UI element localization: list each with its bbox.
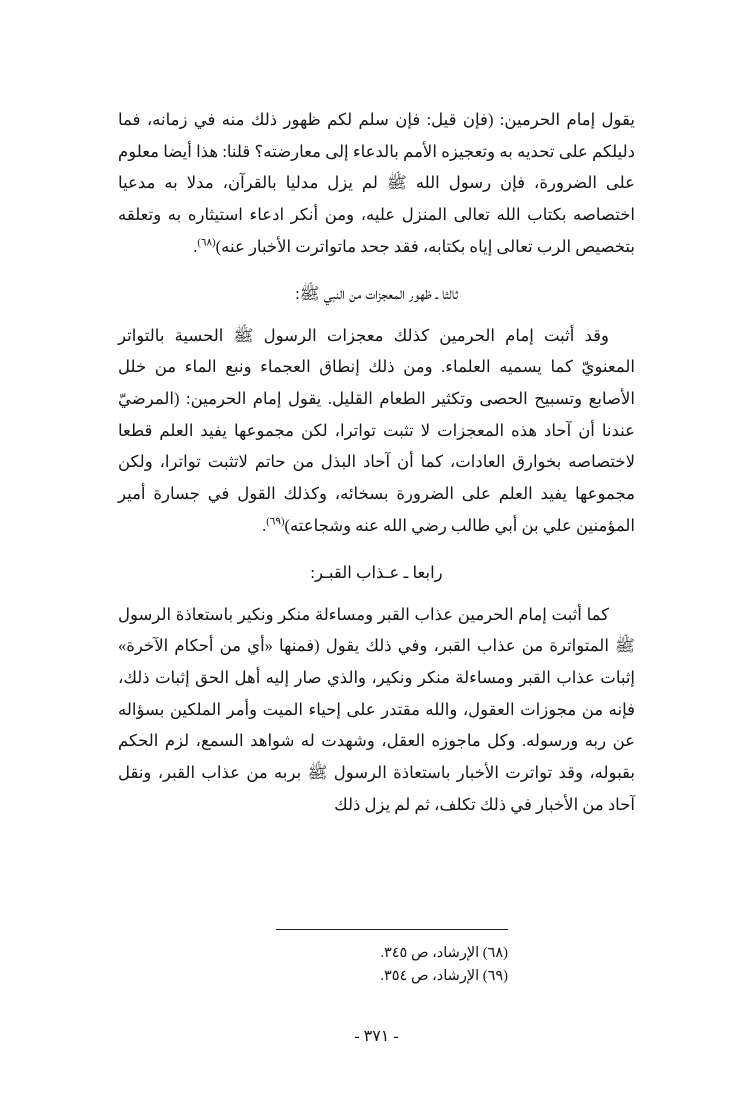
section-heading-third-text: ثالثا ـ ظهور المعجزات من النبي ﷺ:	[295, 284, 458, 304]
footnote-item: (٦٩) الإرشاد، ص ٣٥٤.	[380, 967, 508, 984]
paragraph-text: يقول إمام الحرمين: (فإن قيل: فإن سلم لكم ظهور ذلك منه في زمانه، فما دليلكم على تحديه به وتعجيزه الأمم بالدعاء إلى معارضته؟ قلنا: هذا أيضا معلوم على الضرورة، فإن رسول الله ﷺ لم يزل مدليا بالقرآن، مدلا به مدعيا اختصاصه بكتاب الله تعالى المنزل عليه، ومن أنكر ادعاء استيثاره به وتعلقه بتخصيص الرب تعالى إياه بكتابه، فقد جحد ماتواترت الأخبار عنه)	[118, 110, 635, 256]
paragraph-miracles	[118, 320, 635, 542]
paragraph-grave-torment	[118, 599, 635, 821]
footnote-reference-68: (٦٨)	[197, 237, 216, 249]
page-body	[118, 104, 635, 820]
paragraph-tail: .	[193, 236, 198, 256]
section-heading-third	[118, 278, 635, 309]
footnote-separator-rule	[276, 929, 508, 930]
footnote-reference-69: (٦٩)	[266, 516, 285, 528]
page-number: - ٣٧١ -	[354, 1028, 399, 1045]
paragraph-text: كما أثبت إمام الحرمين عذاب القبر ومساءلة منكر ونكير باستعاذة الرسول ﷺ المتواترة من عذاب القبر، وفي ذلك يقول (فمنها «أي من أحكام الآخرة» إثبات عذاب القبر ومساءلة منكر ونكير، والذي صار إليه أهل الحق إثبات ذلك، فإنه من مجوزات العقول، والله مقتدر على إحياء الميت وأمر الملكين بسؤاله عن ربه ورسوله. وكل ماجوزه العقل، وشهدت له شواهد السمع، لزم الحكم بقبوله، وقد تواترت الأخبار باستعاذة الرسول ﷺ بربه من عذاب القبر، ونقل آحاد من الأخبار في ذلك تكلف، ثم لم يزل ذلك	[118, 604, 635, 814]
paragraph-text: وقد أثبت إمام الحرمين كذلك معجزات الرسول ﷺ الحسية بالتواتر المعنويّ كما يسميه العلماء. ومن ذلك إنطاق العجماء ونبع الماء من خلل الأصابع وتسبيح الحصى وتكثير الطعام القليل. يقول إمام الحرمين: (المرضيّ عندنا أن آحاد هذه المعجزات لا تثبت تواترا، لكن مجموعها يفيد العلم قطعا لاختصاصه بخوارق العادات، كما أن آحاد البذل من حاتم لاتثبت تواترا، ولكن مجموعها يفيد العلم على الضرورة بسخائه، وكذلك القول في جسارة أمير المؤمنين علي بن أبي طالب رضي الله عنه وشجاعته)	[118, 325, 635, 535]
section-heading-fourth	[118, 557, 635, 588]
footnotes-section	[118, 929, 635, 988]
section-heading-fourth-text: رابعا ـ عـذاب القبـر:	[310, 563, 443, 583]
paragraph-tail: .	[262, 515, 267, 535]
footnote-item: (٦٨) الإرشاد، ص ٣٤٥.	[380, 944, 508, 961]
paragraph-quote-imam-haramayn	[118, 104, 635, 262]
